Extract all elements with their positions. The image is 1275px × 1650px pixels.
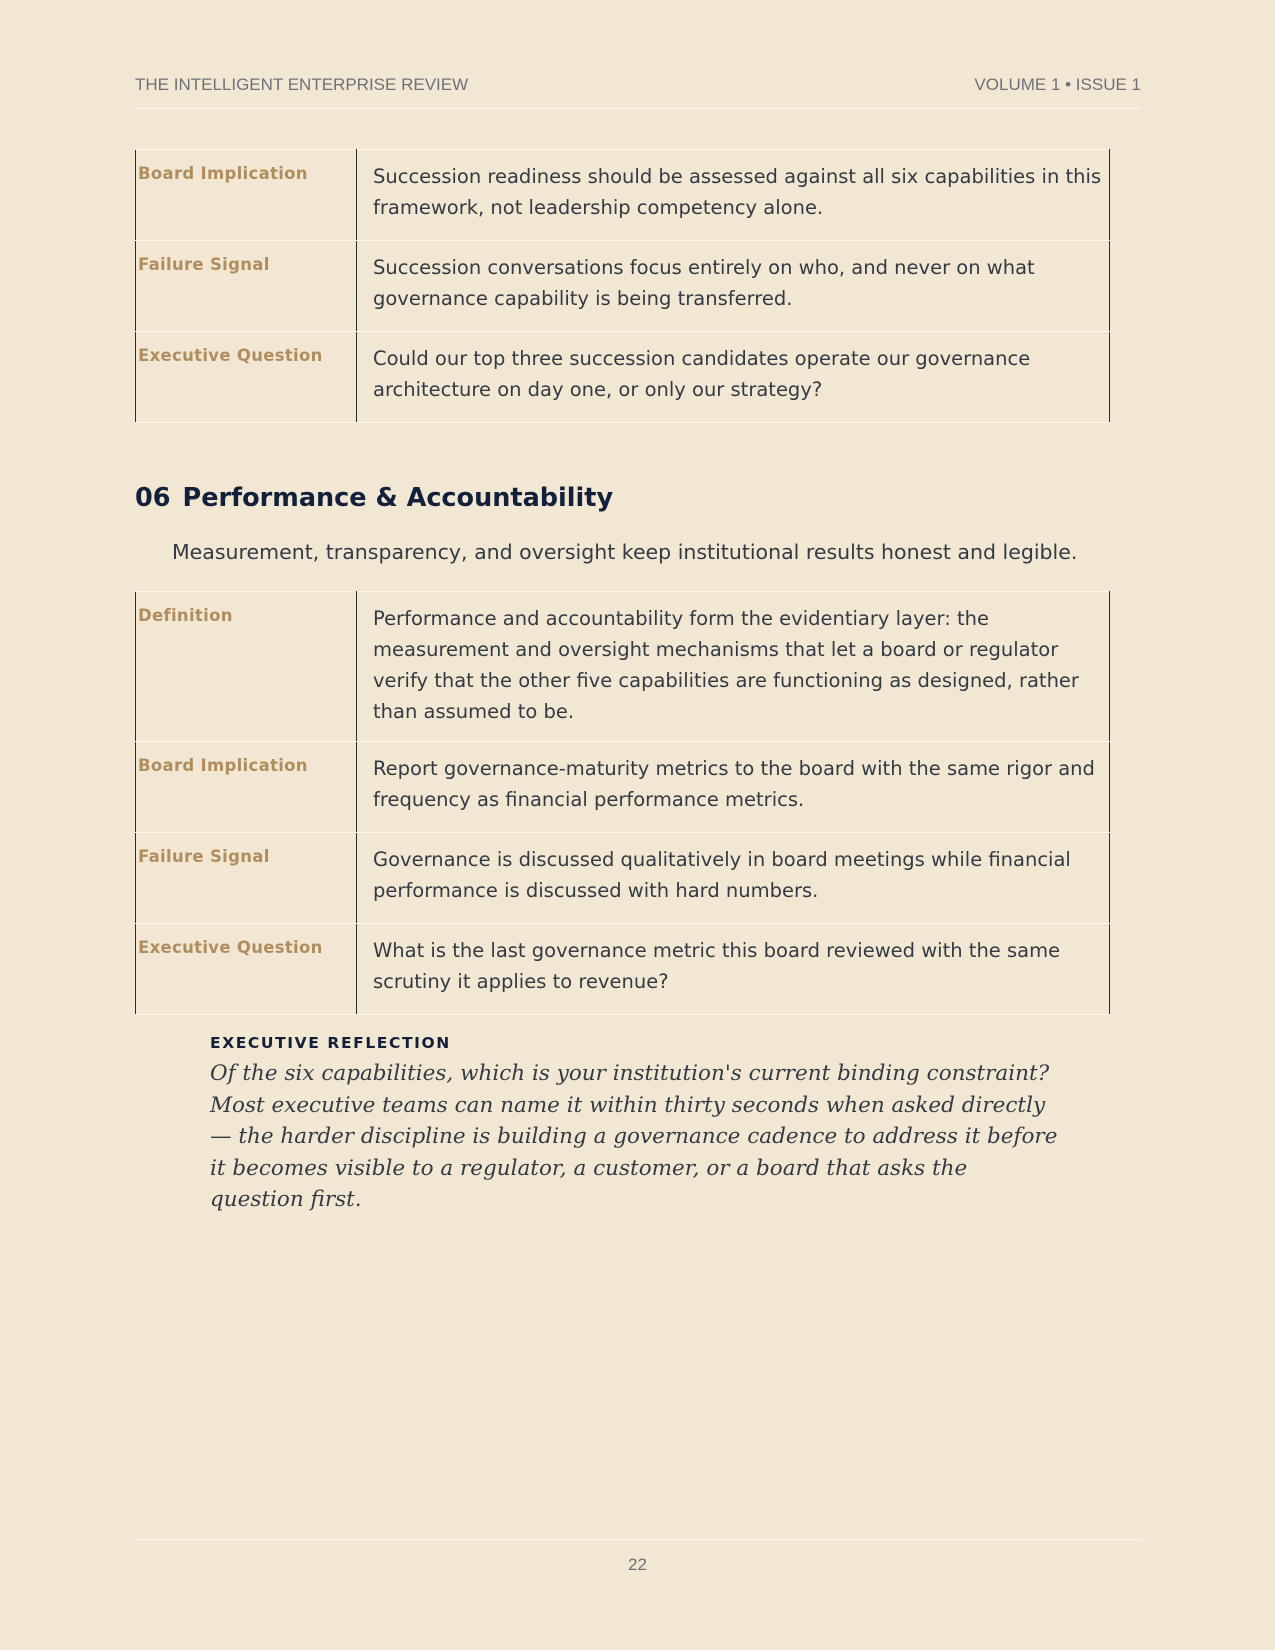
reflection-quote: Of the six capabilities, which is your institution's current binding constraint? Most executive teams can name it within thirty seconds when asked directly — the harder discipline is building a governance cadence to address it before it becomes visible to a regulator, a customer, or a board that asks the question first.: [210, 1061, 1058, 1212]
row-label: Definition: [136, 592, 357, 742]
row-text: Report governance-maturity metrics to the board with the same rigor and frequency as financial performance metrics.: [357, 742, 1110, 833]
issue-label: VOLUME 1 • ISSUE 1: [974, 75, 1141, 94]
running-header: [135, 72, 1141, 109]
table-row: [136, 592, 1110, 742]
performance-capability-table: [135, 591, 1110, 1015]
row-text: What is the last governance metric this board reviewed with the same scrutiny it applies to revenue?: [357, 924, 1110, 1015]
section-number: 06: [135, 483, 171, 513]
row-label: Board Implication: [136, 742, 357, 833]
reflection-eyebrow: EXECUTIVE REFLECTION: [210, 1034, 451, 1052]
section-intro: Measurement, transparency, and oversight keep institutional results honest and legible.: [172, 540, 1078, 564]
row-text: Performance and accountability form the evidentiary layer: the measurement and oversight mechanisms that let a board or regulator verify that the other five capabilities are functioning as designed, rather than assumed to be.: [357, 592, 1110, 742]
row-label: Executive Question: [136, 332, 357, 423]
footer-divider: [133, 1539, 1143, 1540]
table-row: [136, 241, 1110, 332]
row-label: Failure Signal: [136, 241, 357, 332]
row-label: Executive Question: [136, 924, 357, 1015]
row-label: Board Implication: [136, 150, 357, 241]
table-row: [136, 833, 1110, 924]
section-heading: [135, 483, 613, 513]
executive-reflection: [210, 1034, 1080, 1216]
row-text: Could our top three succession candidates operate our governance architecture on day one, or only our strategy?: [357, 332, 1110, 423]
section-title: Performance & Accountability: [182, 483, 614, 513]
publication-title: THE INTELLIGENT ENTERPRISE REVIEW: [135, 75, 469, 94]
row-text: Succession readiness should be assessed against all six capabilities in this framework, not leadership competency alone.: [357, 150, 1110, 241]
row-text: Governance is discussed qualitatively in board meetings while financial performance is discussed with hard numbers.: [357, 833, 1110, 924]
continued-capability-table: [135, 149, 1110, 423]
row-text: Succession conversations focus entirely on who, and never on what governance capability is being transferred.: [357, 241, 1110, 332]
page-number: 22: [628, 1555, 647, 1574]
table-row: [136, 332, 1110, 423]
table-row: [136, 150, 1110, 241]
row-label: Failure Signal: [136, 833, 357, 924]
table-row: [136, 742, 1110, 833]
table-row: [136, 924, 1110, 1015]
